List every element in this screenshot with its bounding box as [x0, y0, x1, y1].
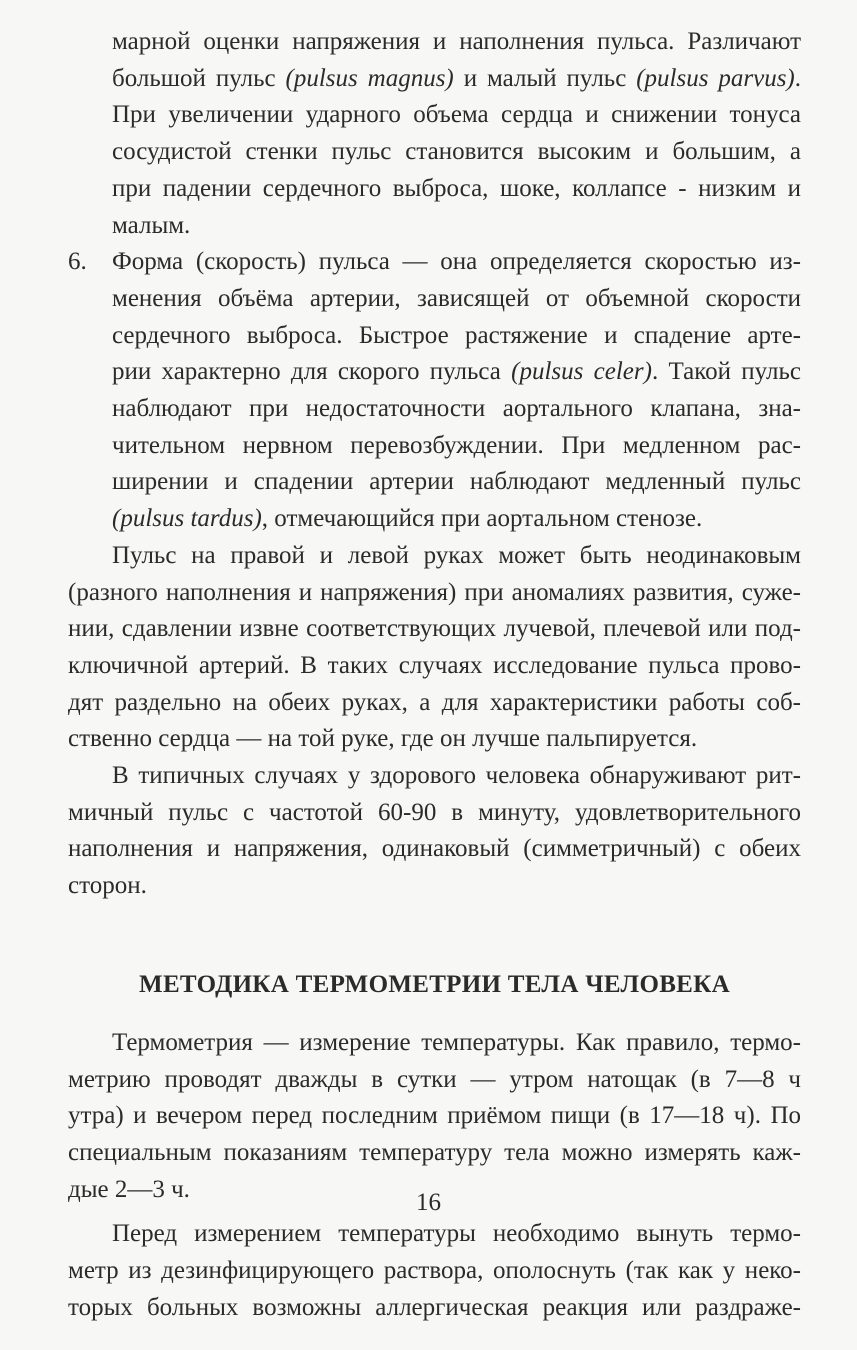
- text-line: Термометрия — измерение температуры. Как правило, термо-: [112, 1028, 801, 1056]
- list-number: 6.: [68, 248, 87, 276]
- page-text: [68, 24, 801, 1327]
- text-line-content: Форма (скорость) пульса — она определяется скоростью из-: [112, 248, 801, 276]
- paragraph-pulse-magnitude: [68, 24, 801, 244]
- text-line: ширении и спадении артерии наблюдают медленный пульс: [112, 468, 801, 496]
- paragraph-thermometer-prep: [68, 1216, 801, 1326]
- text-line: сердечного выброса. Быстрое растяжение и спадение арте-: [112, 321, 801, 349]
- text-line: [68, 244, 801, 281]
- section-gap: [68, 905, 801, 967]
- text-line: марной оценки напряжения и наполнения пульса. Различают: [112, 28, 801, 55]
- text-line: наполнения и напряжения, одинаковый (симметричный) с обеих: [68, 835, 801, 863]
- text-line: При увеличении ударного объема сердца и снижении тонуса: [112, 101, 801, 129]
- text-line: малым.: [112, 211, 191, 239]
- list-item-6: [68, 244, 801, 538]
- text-line: дые 2—3 ч.: [68, 1175, 190, 1203]
- text-line: специальным показаниям температуру тела можно измерять каж-: [68, 1138, 801, 1166]
- text-line: Перед измерением температуры необходимо вынуть термо-: [112, 1220, 801, 1248]
- text-line: при падении сердечного выброса, шоке, коллапсе - низким и: [112, 174, 801, 202]
- text-line: утра) и вечером перед последним приёмом пищи (в 17—18 ч). По: [68, 1102, 801, 1130]
- text-line: чительном нервном перевозбуждении. При медленном рас-: [112, 431, 801, 459]
- text-line: сторон.: [68, 872, 147, 900]
- text-line: Пульс на правой и левой руках может быть неодинаковым: [112, 541, 801, 569]
- text-line: (pulsus tardus), отмечающийся при аортальном стенозе.: [112, 505, 703, 533]
- text-line: торых больных возможны аллергическая реакция или раздраже-: [68, 1293, 801, 1321]
- text-line: большой пульс (pulsus magnus) и малый пульс (pulsus parvus).: [112, 64, 802, 92]
- text-line: нии, сдавлении извне соответствующих лучевой, плечевой или под-: [68, 615, 801, 643]
- text-line: рии характерно для скорого пульса (pulsus celer). Такой пульс: [112, 358, 801, 386]
- page-number: 16: [416, 1189, 441, 1216]
- paragraph-thermometry: [68, 1025, 801, 1209]
- paragraph-typical-pulse: [68, 758, 801, 905]
- text-line: дят раздельно на обеих руках, а для характеристики работы соб-: [68, 688, 801, 716]
- text-line: ключичной артерий. В таких случаях исследование пульса прово-: [68, 651, 801, 679]
- text-line: метрию проводят дважды в сутки — утром натощак (в 7—8 ч: [68, 1065, 801, 1093]
- text-line: мичный пульс с частотой 60-90 в минуту, удовлетворительного: [68, 798, 801, 826]
- text-line: В типичных случаях у здорового человека обнаруживают рит-: [112, 762, 801, 790]
- section-heading: МЕТОДИКА ТЕРМОМЕТРИИ ТЕЛА ЧЕЛОВЕКА: [139, 970, 730, 998]
- text-line: (разного наполнения и напряжения) при аномалиях развития, суже-: [68, 578, 801, 606]
- text-line: менения объёма артерии, зависящей от объемной скорости: [112, 284, 801, 312]
- text-line: ственно сердца — на той руке, где он лучше пальпируется.: [68, 725, 698, 753]
- text-line: сосудистой стенки пульс становится высоким и большим, а: [112, 138, 801, 166]
- text-line: наблюдают при недостаточности аортального клапана, зна-: [112, 395, 801, 423]
- text-line: метр из дезинфицирующего раствора, ополоснуть (так как у неко-: [68, 1257, 801, 1285]
- paragraph-pulse-asymmetry: [68, 538, 801, 758]
- heading-gap: [68, 1003, 801, 1025]
